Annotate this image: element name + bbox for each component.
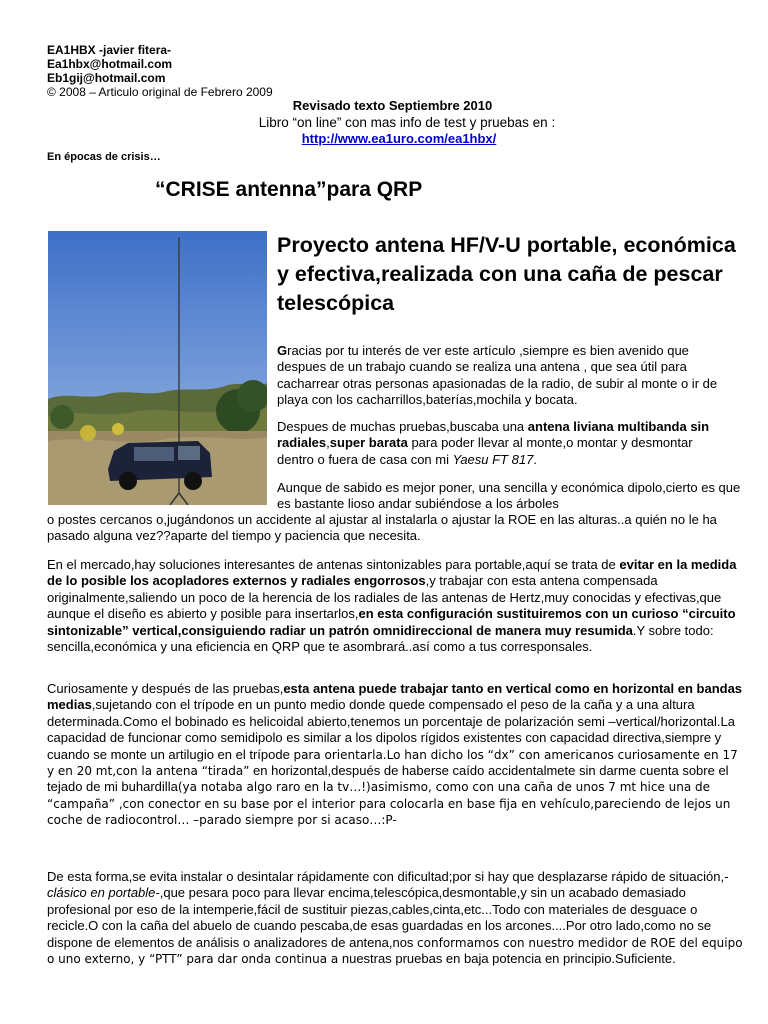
search-bold-2: super barata xyxy=(329,435,408,451)
horiz-bold-1: esta antena puede trabajar tanto en vertical como en horizontal en bandas medias xyxy=(47,681,743,713)
drop-letter: G xyxy=(277,343,288,358)
paragraph-intro xyxy=(277,343,737,409)
horiz-text-f: (ya notaba algo raro en la tv…!)asimismo, como con una caña de unos 7 mt hice una de “campaña” ,con conector en su base por el interior para colocarla en base fija en vehículo,pareciendo de lejos un coche de radiocontrol… –parado siempre por si acaso…:P- xyxy=(47,780,731,828)
website-link[interactable]: http://www.ea1uro.com/ea1hbx/ xyxy=(301,131,497,146)
author-header xyxy=(47,43,273,99)
author-name: EA1HBX -javier fitera- xyxy=(47,43,172,57)
market-text-a: En el mercado,hay soluciones interesantes de antenas sintonizables para portable,aquí se trata de xyxy=(47,557,620,572)
article-title: “CRISE antenna”para QRP xyxy=(155,178,423,201)
paragraph-search xyxy=(277,419,732,468)
crisis-line: En épocas de crisis… xyxy=(47,151,161,163)
concl-italic: -clásico en portable- xyxy=(47,869,729,901)
horiz-text-d: para orientarla.Lo han dicho los “dx” con americanos curiosamente en 17 y en 20 mt,con la antena “tirada” xyxy=(47,747,738,779)
author-email-2: Eb1gij@hotmail.com xyxy=(47,71,166,85)
revision-block xyxy=(0,98,768,147)
concl-text-d: nuestras pruebas en baja potencia en principio.Suficiente. xyxy=(338,951,676,967)
radio-model: Yaesu FT 817 xyxy=(452,451,534,467)
search-text-e: . xyxy=(533,451,537,467)
paragraph-horizontal xyxy=(47,681,747,829)
intro-text: racias por tu interés de ver este artículo ,siempre es bien avenido que despues de un trabajo cuando se realiza una antena , que sea útil para cacharrear otras personas apasionadas de la radio, de subir al monte o ir de playa con los cacharrillos,baterías,mochila y bocata. xyxy=(277,343,718,408)
antenna-photo-image xyxy=(48,231,267,505)
project-title: Proyecto antena HF/V-U portable, económica y efectiva,realizada con una caña de pescar telescópica xyxy=(277,233,736,315)
search-text-c: , xyxy=(326,435,330,451)
market-text-d: .Y sobre todo: sencilla,económica y una eficiencia en QRP que te asombrará..así como a tus corresponsales. xyxy=(47,622,714,655)
horiz-text-c: ,sujetando con el trípode en un punto medio donde quede compensado el peso de la caña y a una altura determinada.Como el bobinado es helicoidal abierto,tenemos un porcentaje de polarización semi –vertical/horizontal.La capacidad de funcionar como semidipolo es similar a los dipolos rígidos existentes con capacidad directiva,siempre y cuando se monte un artilugio en el trípode xyxy=(47,697,735,762)
paragraph-dipole-b: o postes cercanos o,jugándonos un accidente al ajustar al instalarla o ajustar la ROE en las alturas..a quién no le ha pasado alguna vez??aparte del tiempo y paciencia que necesita. xyxy=(47,512,717,544)
search-bold-1: antena liviana multibanda sin radiales xyxy=(277,419,710,451)
revision-date: Revisado texto Septiembre 2010 xyxy=(292,98,493,113)
horiz-text-a: Curiosamente y después de las pruebas, xyxy=(47,681,284,696)
search-text-a: Despues de muchas pruebas,buscaba una xyxy=(277,419,528,434)
book-note: Libro “on line” con mas info de test y pruebas en : xyxy=(258,115,556,130)
paragraph-conclusion xyxy=(47,869,747,967)
horiz-text-e: en horizontal,después de haberse caído accidentalmete sin darme cuenta sobre el tejado de mi buhardilla xyxy=(47,763,729,795)
paragraph-market xyxy=(47,557,741,655)
concl-text-a: De esta forma,se evita instalar o desintalar rápidamente con dificultad;por si hay que desplazarse rápido de situación, xyxy=(47,869,725,884)
copyright-line: © 2008 – Articulo original de Febrero 2009 xyxy=(47,85,273,99)
concl-text-b: ,que pesara poco para llevar encima,telescópica,desmontable,y sin un acabado demasiado profesional por eso de la intemperie,fácil de sustituir piezas,cables,cinta,etc...Todo con materiales de desguace o recicle.O con la caña del abuelo de cuando pescaba,de esas guardadas en los arcones....Por otro lado,como no se dispone de elementos de análisis o analizadores de antena,nos xyxy=(47,885,712,950)
author-email-1: Ea1hbx@hotmail.com xyxy=(47,57,173,71)
concl-text-c: conformamos con nuestro medidor de ROE del equipo o uno externo, y “PTT” para dar onda continua a xyxy=(47,935,743,967)
market-bold-2: en esta configuración sustituiremos con un curioso “circuito sintonizable” vertical,consiguiendo radiar un patrón omnidireccional de manera muy resumida xyxy=(47,606,736,638)
market-bold-1: evitar en la medida de lo posible los acopladores externos y radiales engorrosos xyxy=(47,557,737,589)
search-text-d: para poder llevar al monte,o montar y desmontar dentro o fuera de casa con mi xyxy=(277,435,693,467)
paragraph-dipole-a: Aunque de sabido es mejor poner, una sencilla y económica dipolo,cierto es que es bastante lioso andar subiéndose a los árboles xyxy=(277,480,741,512)
market-text-c: ,y trabajar con esta antena compensada originalmente,saliendo un poco de la herencia de los radiales de las antenas de Hertz,muy conocidas y efectivas,que aunque el diseño es abierto y posible para insertarlos, xyxy=(47,573,722,622)
antenna-photo xyxy=(48,231,267,505)
